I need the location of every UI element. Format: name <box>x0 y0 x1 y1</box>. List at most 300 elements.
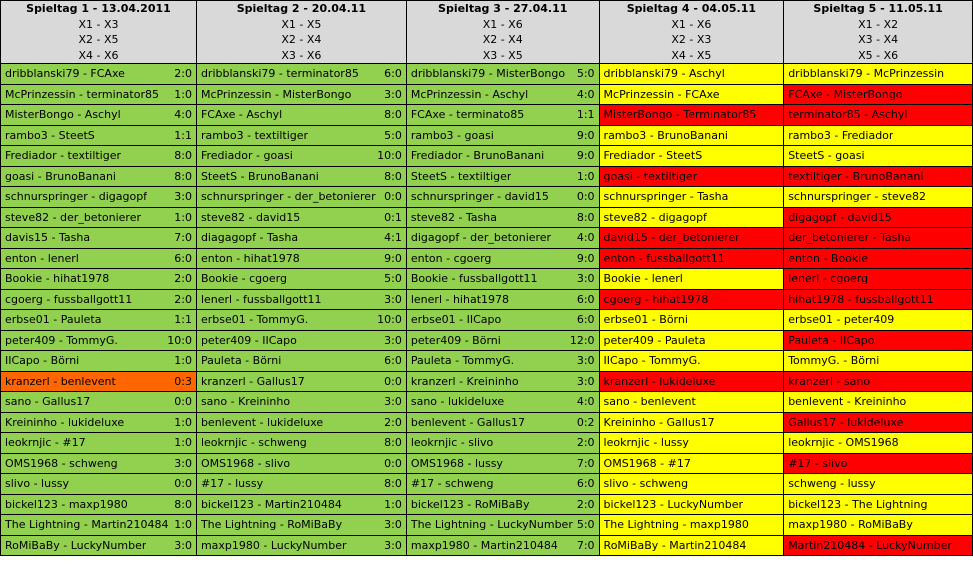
match-score: 4:0 <box>576 231 595 245</box>
match-entry <box>407 170 599 183</box>
day-pairing: X1 - X5 <box>281 17 322 31</box>
match-score: 2:0 <box>174 292 192 306</box>
match-entry <box>407 67 599 80</box>
match-score: 3:0 <box>576 374 595 388</box>
match-entry <box>600 498 784 511</box>
match-row <box>1 105 973 126</box>
match-score: 6:0 <box>576 313 595 327</box>
match-score: 10:0 <box>377 149 402 163</box>
match-pairing: leokrnjic - slivo <box>410 436 494 450</box>
match-score: 4:0 <box>174 108 192 122</box>
match-cell <box>196 433 406 454</box>
match-score: 6:0 <box>576 292 595 306</box>
match-cell <box>406 330 599 351</box>
day-pairing: X2 - X5 <box>78 33 119 46</box>
match-pairing: Pauleta - TommyG. <box>410 354 515 368</box>
match-entry <box>407 416 599 429</box>
match-entry <box>784 375 972 388</box>
match-entry <box>784 313 972 326</box>
match-pairing: kranzerl - Gallus17 <box>200 374 305 388</box>
match-pairing: SteetS - goasi <box>788 149 865 163</box>
match-cell <box>599 515 784 536</box>
match-entry <box>600 518 784 531</box>
match-entry <box>600 88 784 101</box>
match-score: 3:0 <box>384 518 402 532</box>
match-cell <box>784 187 973 208</box>
match-cell <box>406 146 599 167</box>
match-score: 5:0 <box>384 128 402 142</box>
match-entry <box>1 211 196 224</box>
match-score: 9:0 <box>576 149 595 163</box>
match-row <box>1 412 973 433</box>
day-pairing: X3 - X4 <box>858 33 899 46</box>
match-pairing: #17 - lussy <box>200 477 264 491</box>
match-pairing: OMS1968 - #17 <box>603 456 691 470</box>
match-entry <box>1 498 196 511</box>
match-entry <box>407 252 599 265</box>
match-pairing: steve82 - digagopf <box>603 210 707 224</box>
match-entry <box>197 211 406 224</box>
match-entry <box>407 88 599 101</box>
match-cell <box>784 433 973 454</box>
match-row <box>1 269 973 290</box>
match-pairing: davis15 - Tasha <box>5 231 91 245</box>
day-pairing: X3 - X6 <box>281 48 322 62</box>
match-cell <box>196 248 406 269</box>
day-pairing: X1 - X3 <box>78 17 119 31</box>
match-pairing: schnurspringer - david15 <box>410 190 549 204</box>
match-pairing: The Lightning - maxp1980 <box>603 518 749 532</box>
match-entry <box>197 375 406 388</box>
match-cell <box>1 494 197 515</box>
match-entry <box>600 539 784 552</box>
match-pairing: dribblanski79 - Aschyl <box>603 67 725 81</box>
match-cell <box>784 474 973 495</box>
match-cell <box>1 166 197 187</box>
match-score: 8:0 <box>384 436 402 450</box>
match-entry <box>784 293 972 306</box>
match-entry <box>407 334 599 347</box>
match-cell <box>196 453 406 474</box>
match-cell <box>599 494 784 515</box>
match-pairing: MisterBongo - Terminator85 <box>603 108 757 122</box>
match-pairing: The Lightning - LuckyNumber <box>410 518 573 532</box>
match-pairing: enton - hihat1978 <box>200 251 300 265</box>
match-pairing: The Lightning - RoMiBaBy <box>200 518 343 532</box>
match-pairing: erbse01 - Pauleta <box>5 313 102 327</box>
match-cell <box>196 207 406 228</box>
match-score: 3:0 <box>174 538 192 552</box>
match-score: 6:0 <box>384 354 402 368</box>
match-entry <box>1 354 196 367</box>
match-cell <box>599 392 784 413</box>
match-cell <box>599 371 784 392</box>
match-cell <box>196 228 406 249</box>
day-title: Spieltag 3 - 27.04.11 <box>438 2 568 15</box>
match-entry <box>784 88 972 101</box>
match-score: 1:0 <box>174 518 192 532</box>
match-score: 1:0 <box>174 210 192 224</box>
match-entry <box>197 457 406 470</box>
match-pairing: benlevent - Gallus17 <box>410 415 526 429</box>
match-entry <box>1 375 196 388</box>
match-cell <box>1 146 197 167</box>
match-cell <box>784 269 973 290</box>
header-row <box>1 1 973 64</box>
match-pairing: Gallus17 - lukideluxe <box>788 415 904 429</box>
match-cell <box>406 433 599 454</box>
match-entry <box>1 88 196 101</box>
match-pairing: IICapo - TommyG. <box>603 354 701 368</box>
match-pairing: schnurspringer - der_betonierer <box>200 190 376 204</box>
match-entry <box>1 190 196 203</box>
match-entry <box>197 518 406 531</box>
match-pairing: schnurspringer - Tasha <box>603 190 729 204</box>
match-cell <box>784 371 973 392</box>
match-score: 8:0 <box>384 477 402 491</box>
match-cell <box>784 105 973 126</box>
match-cell <box>1 392 197 413</box>
match-cell <box>196 330 406 351</box>
match-entry <box>407 272 599 285</box>
match-entry <box>407 436 599 449</box>
match-score: 0:0 <box>384 190 402 204</box>
match-pairing: Frediador - textiltiger <box>5 149 122 163</box>
match-score: 8:0 <box>174 149 192 163</box>
match-pairing: Martin210484 - LuckyNumber <box>788 538 952 552</box>
match-row <box>1 207 973 228</box>
match-score: 1:1 <box>174 313 192 327</box>
match-entry <box>784 67 972 80</box>
match-entry <box>784 395 972 408</box>
match-pairing: MisterBongo - Aschyl <box>5 108 121 122</box>
match-cell <box>406 392 599 413</box>
match-cell <box>1 474 197 495</box>
match-row <box>1 371 973 392</box>
match-pairing: leokrnjic - OMS1968 <box>788 436 899 450</box>
match-entry <box>197 190 406 203</box>
match-pairing: TommyG. - Börni <box>788 354 880 368</box>
match-pairing: bickel123 - The Lightning <box>788 497 928 511</box>
match-pairing: hihat1978 - fussballgott11 <box>788 292 934 306</box>
match-entry <box>1 149 196 162</box>
match-pairing: enton - lenerl <box>5 251 79 265</box>
match-entry <box>600 395 784 408</box>
match-cell <box>1 515 197 536</box>
match-pairing: kranzerl - lukideluxe <box>603 374 716 388</box>
match-entry <box>197 416 406 429</box>
match-entry <box>197 293 406 306</box>
match-score: 3:0 <box>174 190 192 204</box>
match-cell <box>1 248 197 269</box>
match-pairing: Bookie - fussballgott11 <box>410 272 538 286</box>
match-row <box>1 248 973 269</box>
match-cell <box>406 207 599 228</box>
match-cell <box>784 494 973 515</box>
match-row <box>1 453 973 474</box>
match-entry <box>1 129 196 142</box>
match-entry <box>1 231 196 244</box>
match-cell <box>406 453 599 474</box>
match-entry <box>197 334 406 347</box>
match-pairing: FCAxe - terminato85 <box>410 108 525 122</box>
match-cell <box>406 166 599 187</box>
match-row <box>1 392 973 413</box>
match-pairing: schweng - lussy <box>788 477 876 491</box>
match-cell <box>406 535 599 556</box>
match-score: 2:0 <box>384 415 402 429</box>
match-row <box>1 515 973 536</box>
match-entry <box>600 313 784 326</box>
match-cell <box>784 330 973 351</box>
match-cell <box>406 64 599 85</box>
match-score: 6:0 <box>384 67 402 81</box>
match-cell <box>1 371 197 392</box>
match-cell <box>784 351 973 372</box>
match-entry <box>407 313 599 326</box>
match-score: 8:0 <box>384 169 402 183</box>
match-score: 1:0 <box>174 354 192 368</box>
match-pairing: Frediador - goasi <box>200 149 293 163</box>
match-cell <box>406 248 599 269</box>
match-pairing: bickel123 - maxp1980 <box>5 497 128 511</box>
match-score: 3:0 <box>576 272 595 286</box>
match-entry <box>784 170 972 183</box>
match-score: 0:2 <box>576 415 595 429</box>
match-score: 3:0 <box>384 395 402 409</box>
match-cell <box>599 125 784 146</box>
match-entry <box>1 252 196 265</box>
match-score: 8:0 <box>576 210 595 224</box>
match-cell <box>1 269 197 290</box>
match-rows <box>1 64 973 556</box>
match-pairing: sano - benlevent <box>603 395 696 409</box>
match-pairing: slivo - schweng <box>603 477 689 491</box>
match-entry <box>1 293 196 306</box>
match-cell <box>406 371 599 392</box>
match-cell <box>784 125 973 146</box>
match-entry <box>197 272 406 285</box>
match-pairing: sano - Kreininho <box>200 395 291 409</box>
match-entry <box>1 457 196 470</box>
match-entry <box>784 498 972 511</box>
match-entry <box>197 498 406 511</box>
day-header <box>196 1 406 64</box>
match-entry <box>600 67 784 80</box>
match-entry <box>407 211 599 224</box>
match-entry <box>197 539 406 552</box>
match-score: 3:0 <box>576 354 595 368</box>
match-score: 9:0 <box>576 128 595 142</box>
match-cell <box>1 207 197 228</box>
match-entry <box>407 518 599 531</box>
match-entry <box>407 149 599 162</box>
match-cell <box>1 125 197 146</box>
day-pairing: X1 - X6 <box>671 17 712 31</box>
match-entry <box>1 334 196 347</box>
day-pairing: X5 - X6 <box>858 48 899 62</box>
match-cell <box>599 84 784 105</box>
match-pairing: dribblanski79 - MisterBongo <box>410 67 566 81</box>
day-pairing: X1 - X6 <box>482 17 523 31</box>
match-entry <box>600 293 784 306</box>
match-cell <box>784 146 973 167</box>
match-cell <box>196 187 406 208</box>
match-pairing: steve82 - david15 <box>200 210 301 224</box>
match-cell <box>1 64 197 85</box>
match-score: 1:0 <box>384 497 402 511</box>
match-cell <box>599 228 784 249</box>
match-pairing: The Lightning - Martin210484 <box>5 518 169 532</box>
match-score: 1:1 <box>174 128 192 142</box>
match-cell <box>1 330 197 351</box>
match-score: 0:0 <box>174 395 192 409</box>
match-pairing: OMS1968 - lussy <box>410 456 503 470</box>
match-score: 10:0 <box>377 313 402 327</box>
match-pairing: dribblanski79 - terminator85 <box>200 67 359 81</box>
match-pairing: dribblanski79 - McPrinzessin <box>788 67 945 81</box>
day-pairing: X3 - X5 <box>482 48 523 62</box>
match-entry <box>407 375 599 388</box>
match-pairing: kranzerl - sano <box>788 374 871 388</box>
match-pairing: cgoerg - hihat1978 <box>603 292 709 306</box>
match-entry <box>197 170 406 183</box>
match-score: 2:0 <box>576 436 595 450</box>
match-pairing: rambo3 - BrunoBanani <box>603 128 728 142</box>
match-row <box>1 330 973 351</box>
day-header <box>406 1 599 64</box>
match-cell <box>784 310 973 331</box>
match-cell <box>599 187 784 208</box>
match-cell <box>406 474 599 495</box>
match-row <box>1 351 973 372</box>
match-score: 2:0 <box>576 497 595 511</box>
match-score: 12:0 <box>569 333 595 347</box>
match-entry <box>1 518 196 531</box>
match-pairing: rambo3 - goasi <box>410 128 494 142</box>
match-cell <box>1 535 197 556</box>
match-pairing: sano - lukideluxe <box>410 395 505 409</box>
match-entry <box>600 272 784 285</box>
match-score: 2:0 <box>174 272 192 286</box>
match-score: 1:0 <box>174 87 192 101</box>
match-entry <box>784 129 972 142</box>
match-pairing: RoMiBaBy - LuckyNumber <box>5 538 147 552</box>
match-cell <box>1 351 197 372</box>
match-score: 3:0 <box>384 333 402 347</box>
match-score: 0:3 <box>174 374 192 388</box>
match-score: 7:0 <box>576 538 595 552</box>
match-entry <box>784 518 972 531</box>
match-entry <box>407 293 599 306</box>
match-cell <box>196 535 406 556</box>
match-pairing: Bookie - hihat1978 <box>5 272 110 286</box>
match-entry <box>197 108 406 121</box>
match-pairing: FCAxe - MisterBongo <box>788 87 903 101</box>
match-pairing: Bookie - cgoerg <box>200 272 287 286</box>
match-score: 0:0 <box>384 374 402 388</box>
match-pairing: OMS1968 - schweng <box>5 456 118 470</box>
match-score: 3:0 <box>384 292 402 306</box>
match-cell <box>196 289 406 310</box>
match-entry <box>600 354 784 367</box>
match-entry <box>1 108 196 121</box>
match-cell <box>784 84 973 105</box>
match-score: 3:0 <box>384 538 402 552</box>
match-entry <box>600 129 784 142</box>
match-entry <box>197 252 406 265</box>
match-row <box>1 310 973 331</box>
match-entry <box>197 477 406 490</box>
match-entry <box>197 88 406 101</box>
match-entry <box>600 334 784 347</box>
match-score: 3:0 <box>384 87 402 101</box>
match-entry <box>784 272 972 285</box>
match-cell <box>406 494 599 515</box>
match-entry <box>407 108 599 121</box>
match-row <box>1 228 973 249</box>
match-cell <box>599 146 784 167</box>
match-score: 6:0 <box>174 251 192 265</box>
match-row <box>1 433 973 454</box>
match-cell <box>784 392 973 413</box>
match-row <box>1 125 973 146</box>
match-pairing: lenerl - hihat1978 <box>410 292 510 306</box>
match-cell <box>196 412 406 433</box>
match-entry <box>407 477 599 490</box>
match-pairing: goasi - BrunoBanani <box>5 169 116 183</box>
match-entry <box>600 252 784 265</box>
match-pairing: maxp1980 - RoMiBaBy <box>788 518 913 532</box>
match-entry <box>1 477 196 490</box>
match-cell <box>196 125 406 146</box>
match-pairing: steve82 - der_betonierer <box>5 210 141 224</box>
match-pairing: Kreininho - lukideluxe <box>5 415 125 429</box>
match-cell <box>196 371 406 392</box>
match-cell <box>406 269 599 290</box>
match-entry <box>407 457 599 470</box>
match-row <box>1 64 973 85</box>
match-pairing: erbse01 - peter409 <box>788 313 895 327</box>
match-cell <box>196 392 406 413</box>
match-entry <box>407 354 599 367</box>
match-cell <box>599 351 784 372</box>
match-pairing: SteetS - textiltiger <box>410 169 512 183</box>
match-entry <box>1 395 196 408</box>
match-cell <box>196 269 406 290</box>
match-pairing: sano - Gallus17 <box>5 395 91 409</box>
match-cell <box>196 166 406 187</box>
match-pairing: Kreininho - Gallus17 <box>603 415 715 429</box>
match-cell <box>599 535 784 556</box>
match-entry <box>784 416 972 429</box>
match-entry <box>407 539 599 552</box>
match-cell <box>196 64 406 85</box>
match-pairing: david15 - der_betonierer <box>603 231 740 245</box>
match-pairing: Frediador - BrunoBanani <box>410 149 545 163</box>
match-cell <box>599 105 784 126</box>
match-cell <box>406 412 599 433</box>
match-entry <box>784 477 972 490</box>
match-entry <box>600 457 784 470</box>
match-score: 0:1 <box>384 210 402 224</box>
match-pairing: Frediador - SteetS <box>603 149 703 163</box>
match-cell <box>406 84 599 105</box>
match-cell <box>1 433 197 454</box>
match-pairing: benlevent - lukideluxe <box>200 415 324 429</box>
match-pairing: #17 - schweng <box>410 477 494 491</box>
match-cell <box>784 64 973 85</box>
